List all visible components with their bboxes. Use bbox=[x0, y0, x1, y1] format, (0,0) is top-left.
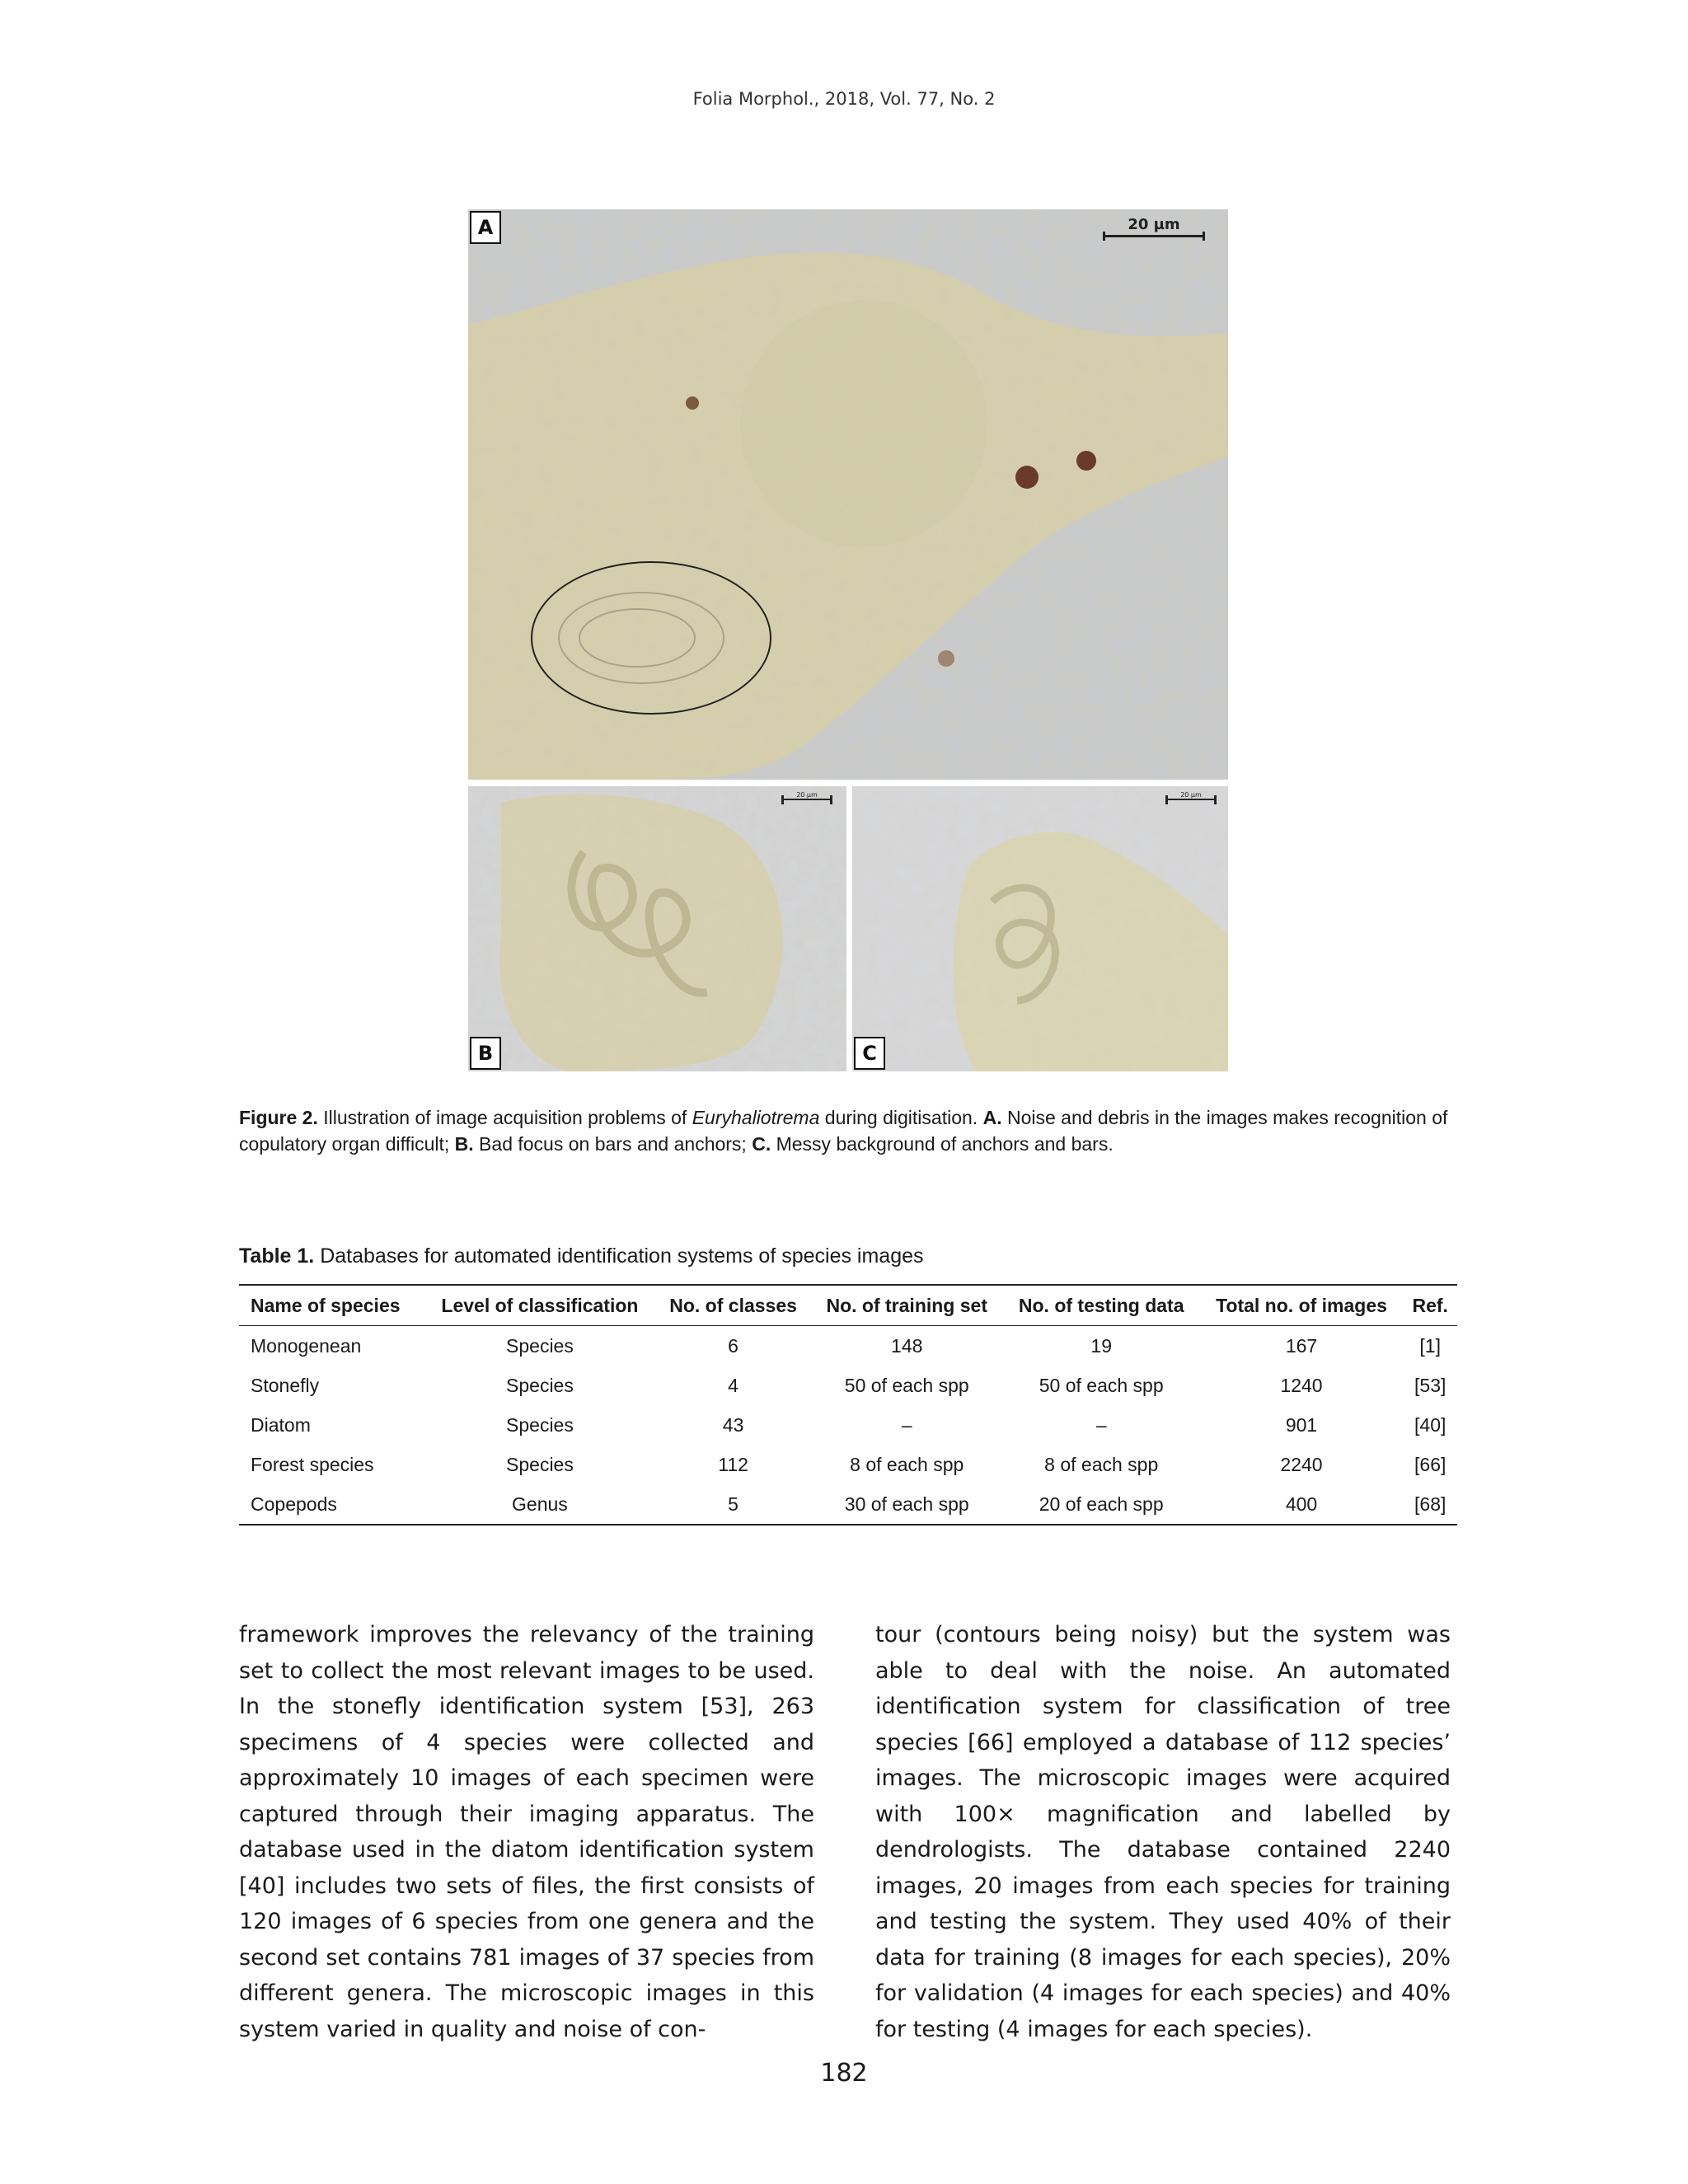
table-cell: 5 bbox=[728, 1493, 738, 1515]
table-cell: Monogenean bbox=[251, 1334, 362, 1357]
table-cell: 112 bbox=[718, 1453, 748, 1475]
table-cell: 400 bbox=[1285, 1493, 1318, 1515]
table-cell: 20 of each spp bbox=[1039, 1493, 1164, 1515]
table-cell: 50 of each spp bbox=[844, 1374, 969, 1396]
table-cell: 4 bbox=[728, 1374, 738, 1396]
figure-2 bbox=[468, 209, 1228, 1071]
scale-bar-b bbox=[781, 791, 832, 800]
table-cell: – bbox=[901, 1413, 912, 1436]
table-cell: 6 bbox=[728, 1334, 738, 1357]
figure-caption-label: Figure 2. bbox=[239, 1107, 318, 1128]
table-header-cell: Level of classification bbox=[441, 1294, 639, 1316]
table-cell: [40] bbox=[1414, 1413, 1447, 1436]
table-row bbox=[239, 1405, 1457, 1445]
figure-caption-text-2: during digitisation. bbox=[819, 1107, 983, 1128]
table-cell: [66] bbox=[1414, 1453, 1447, 1475]
table-cell: 1240 bbox=[1280, 1374, 1323, 1396]
scale-bar-c bbox=[1165, 791, 1217, 800]
figure-caption-text-1: Illustration of image acquisition problems of bbox=[317, 1107, 692, 1128]
table-header-cell: Total no. of images bbox=[1216, 1294, 1387, 1316]
table-cell: [68] bbox=[1414, 1493, 1447, 1515]
table-cell: Species bbox=[506, 1334, 574, 1357]
table-cell: 8 of each spp bbox=[850, 1453, 964, 1475]
table-cell: Diatom bbox=[251, 1413, 311, 1436]
table-cell: Copepods bbox=[251, 1493, 337, 1515]
figure-caption-b-label: B. bbox=[454, 1133, 474, 1155]
table-cell: [53] bbox=[1414, 1374, 1447, 1396]
figure-caption-a-label: A. bbox=[982, 1107, 1002, 1128]
scale-bar-a bbox=[1103, 216, 1205, 237]
panel-label-a: A bbox=[470, 211, 501, 244]
table-row bbox=[239, 1484, 1457, 1525]
micrograph-a bbox=[468, 209, 1228, 780]
body-text-column-right: tour (contours being noisy) but the system was able to deal with the noise. An automated identification system for classification of tree species [66] employed a database of 112 species’ images. The microscopic images were acquired with 100× magnification and labelled by dendrologists. The database contained 2240 images, 20 images from each species for training and testing the system. They used 40% of their data for training (8 images for each species), 20% for validation (4 images for each species) and 40% for testing (4 images for each species). bbox=[875, 1622, 1451, 2042]
table-cell: 19 bbox=[1090, 1334, 1112, 1357]
figure-caption-a-text: Noise and debris in the images makes recognition of copulatory organ difficult; bbox=[239, 1107, 1448, 1155]
table-cell: Genus bbox=[512, 1493, 568, 1515]
table-header-cell: No. of training set bbox=[826, 1294, 987, 1316]
table-cell: Forest species bbox=[251, 1453, 374, 1475]
figure-panel-a bbox=[468, 209, 1228, 780]
figure-caption-c-text: Messy background of anchors and bars. bbox=[771, 1133, 1114, 1155]
table-cell: 50 of each spp bbox=[1039, 1374, 1164, 1396]
table-header-cell: No. of testing data bbox=[1018, 1294, 1184, 1316]
table-row bbox=[239, 1366, 1457, 1405]
table-cell: 167 bbox=[1285, 1334, 1318, 1357]
running-header: Folia Morphol., 2018, Vol. 77, No. 2 bbox=[692, 89, 996, 109]
table-label: Table 1. bbox=[239, 1244, 315, 1268]
micrograph-c bbox=[852, 786, 1228, 1071]
table-header-row bbox=[239, 1285, 1457, 1326]
page-number: 182 bbox=[820, 2059, 868, 2088]
scale-bar-c-label: 20 µm bbox=[1180, 791, 1202, 799]
table-cell: Species bbox=[506, 1413, 574, 1436]
scale-bar-a-label: 20 µm bbox=[1128, 216, 1180, 233]
figure-caption-c-label: C. bbox=[752, 1133, 771, 1155]
table-cell: 901 bbox=[1285, 1413, 1318, 1436]
table-cell: Stonefly bbox=[251, 1374, 320, 1396]
figure-caption-b-text: Bad focus on bars and anchors; bbox=[473, 1133, 753, 1155]
body-text-column-left: framework improves the relevancy of the training set to collect the most relevant images to be used. In the stonefly identification system [53], 263 specimens of 4 species were collected and approximately 10 images of each specimen were captured through their imaging apparatus. The database used in the diatom identification system [40] includes two sets of files, the first consists of 120 images of 6 species from one genera and the second set contains 781 images of 37 species from different genera. The microscopic images in this system varied in quality and noise of con- bbox=[239, 1622, 814, 2042]
table-title-text: Databases for automated identification systems of species images bbox=[314, 1244, 924, 1268]
table-header-cell: Ref. bbox=[1412, 1294, 1448, 1316]
table-cell: 148 bbox=[891, 1334, 923, 1357]
table-cell: [1] bbox=[1419, 1334, 1441, 1357]
micrograph-b bbox=[468, 786, 846, 1071]
table-cell: 43 bbox=[722, 1413, 744, 1436]
figure-caption bbox=[239, 1104, 1451, 1157]
scale-bar-b-label: 20 µm bbox=[796, 791, 818, 799]
table-title bbox=[239, 1244, 924, 1268]
table-cell: – bbox=[1095, 1413, 1107, 1436]
figure-panel-c bbox=[852, 786, 1228, 1071]
table-cell: 30 of each spp bbox=[844, 1493, 969, 1515]
panel-label-b: B bbox=[470, 1037, 501, 1070]
figure-caption-species: Euryhaliotrema bbox=[692, 1107, 820, 1128]
table-cell: 2240 bbox=[1280, 1453, 1323, 1475]
figure-panel-b bbox=[468, 786, 846, 1071]
table-header-cell: Name of species bbox=[251, 1294, 401, 1316]
table-cell: 8 of each spp bbox=[1044, 1453, 1159, 1475]
table-cell: Species bbox=[506, 1453, 574, 1475]
panel-label-c: C bbox=[854, 1037, 885, 1070]
table-header-cell: No. of classes bbox=[669, 1294, 797, 1316]
species-database-table bbox=[239, 1284, 1457, 1526]
table-row bbox=[239, 1326, 1457, 1366]
table-cell: Species bbox=[506, 1374, 574, 1396]
table-row bbox=[239, 1445, 1457, 1484]
